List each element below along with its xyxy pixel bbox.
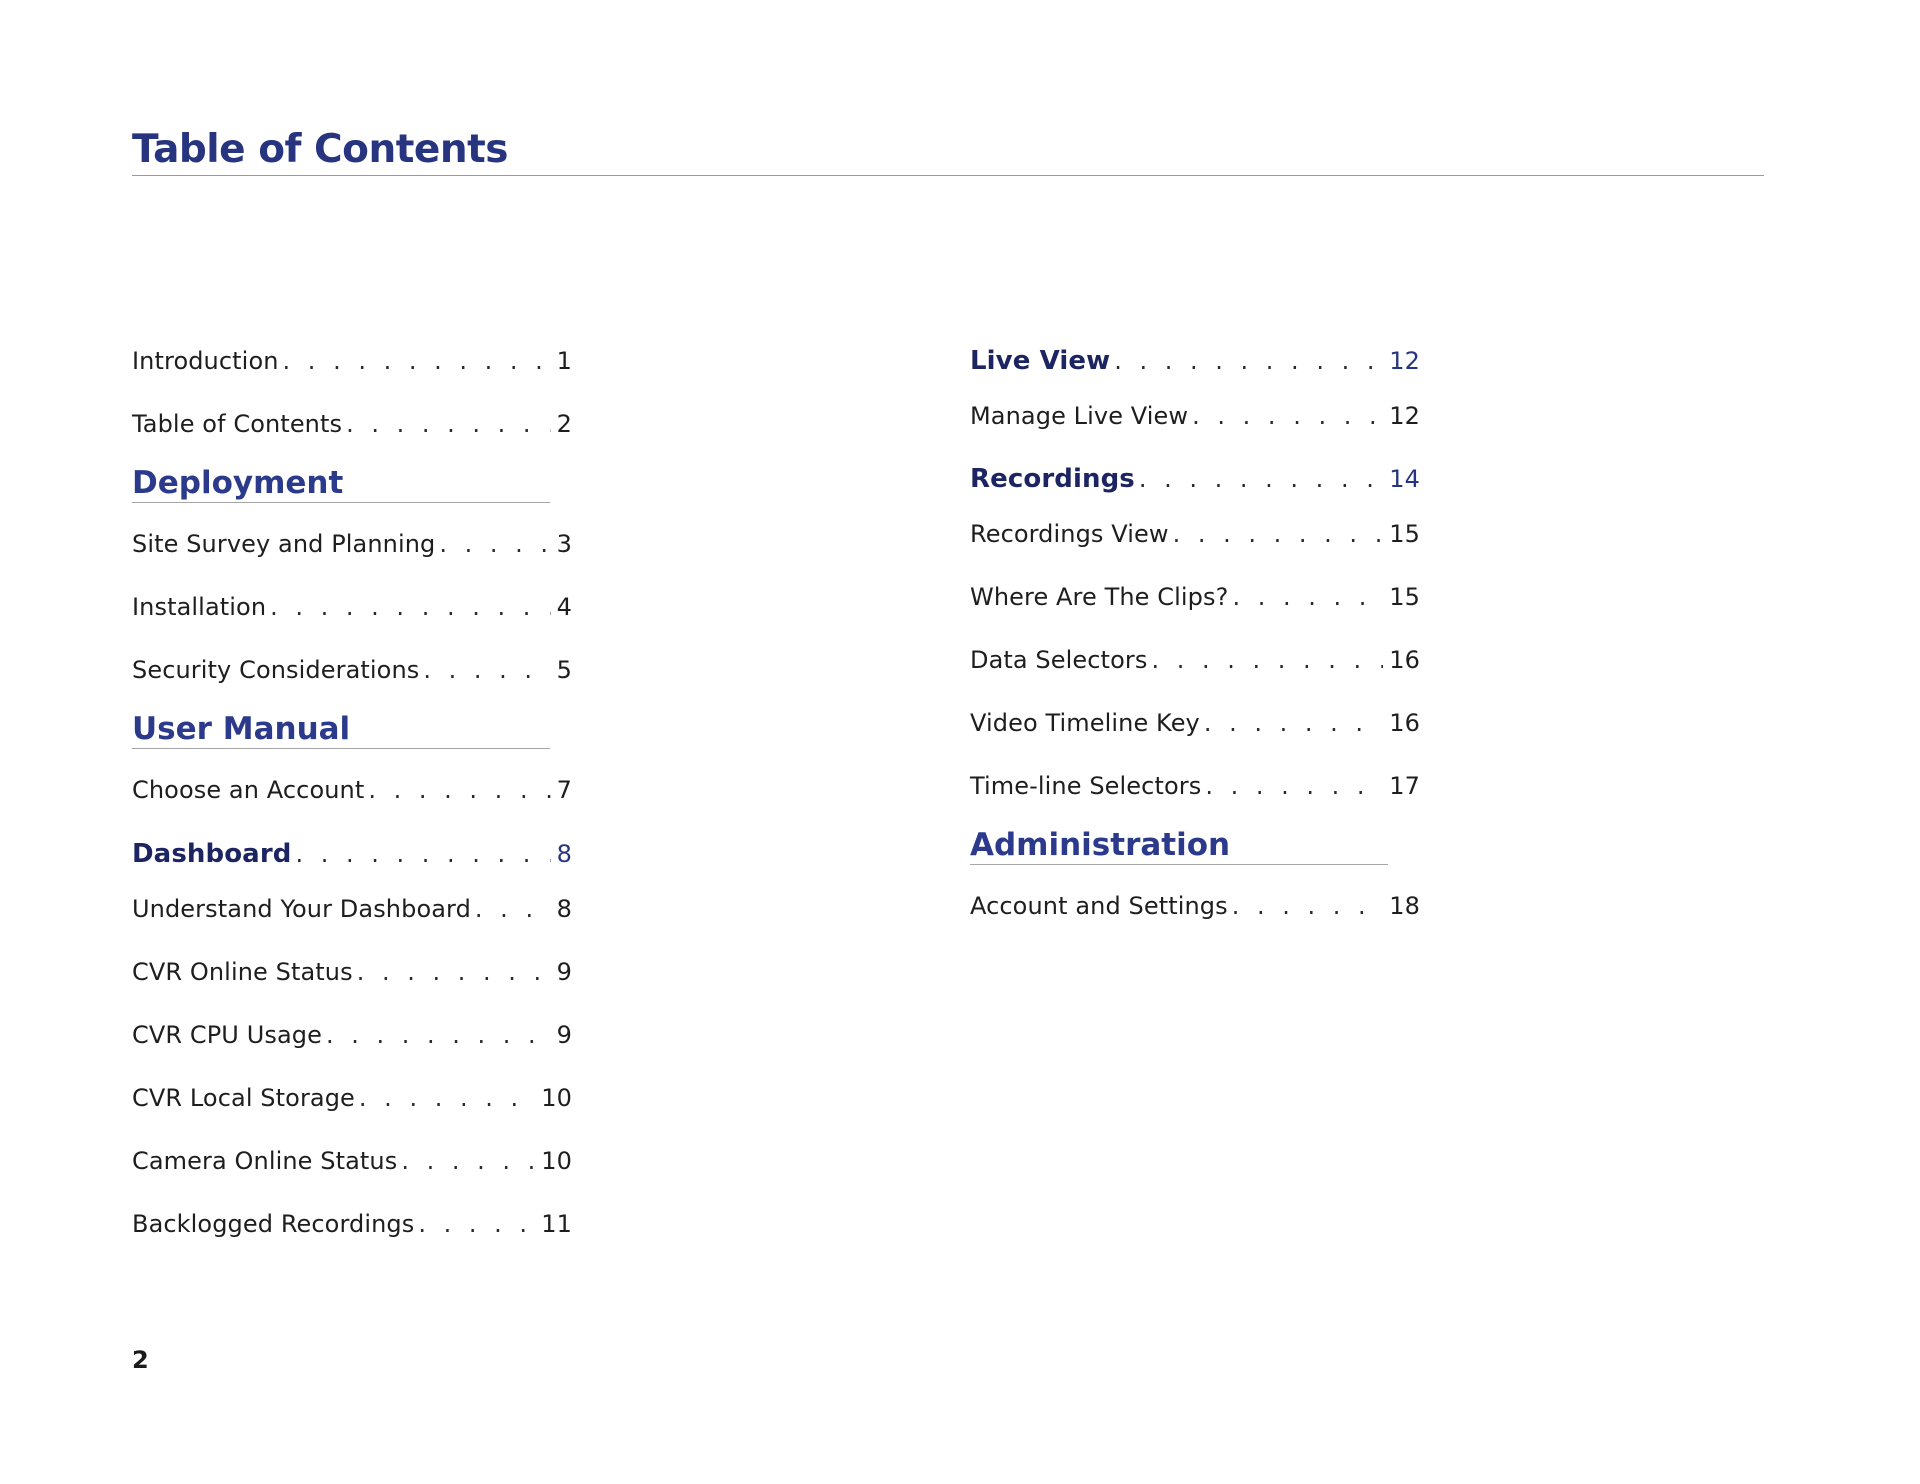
section-title: Administration [970,827,1231,863]
toc-entry-page: 15 [1389,583,1420,611]
toc-entry-video-timeline-key[interactable] [970,702,1420,765]
toc-entry-understand-dashboard[interactable] [132,888,572,951]
dot-leader [401,1140,535,1182]
toc-entry-installation[interactable] [132,586,572,649]
dot-leader [346,403,551,445]
section-title: Deployment [132,465,344,501]
toc-entry-live-view[interactable] [970,340,1420,395]
toc-entry-label: Live View [970,346,1111,376]
toc-entry-label: Camera Online Status [132,1147,398,1175]
toc-entry-label: CVR CPU Usage [132,1021,322,1049]
dot-leader [368,769,550,811]
section-title: User Manual [132,711,351,747]
toc-entry-page: 3 [556,530,572,558]
section-deployment [132,463,572,523]
dot-leader [1114,340,1383,382]
title-divider [132,175,1764,176]
toc-left-column [132,340,572,1266]
toc-entry-page: 9 [556,1021,572,1049]
toc-entry-page: 8 [556,840,572,868]
dot-leader [475,888,551,930]
toc-entry-introduction[interactable] [132,340,572,403]
toc-entry-page: 8 [556,895,572,923]
dot-leader [326,1014,551,1056]
dot-leader [418,1203,535,1245]
toc-entry-dashboard[interactable] [132,833,572,888]
toc-entry-page: 4 [556,593,572,621]
toc-entry-cvr-cpu-usage[interactable] [132,1014,572,1077]
toc-entry-label: Choose an Account [132,776,365,804]
dot-leader [270,586,550,628]
toc-entry-security[interactable] [132,649,572,709]
dot-leader [1232,885,1384,927]
section-divider [132,502,550,503]
dot-leader [1204,702,1383,744]
toc-entry-recordings-view[interactable] [970,513,1420,576]
toc-entry-page: 2 [556,410,572,438]
toc-right-column [970,340,1420,948]
toc-entry-page: 17 [1389,772,1420,800]
toc-entry-label: Account and Settings [970,892,1228,920]
toc-entry-label: Site Survey and Planning [132,530,436,558]
toc-entry-manage-live-view[interactable] [970,395,1420,458]
toc-entry-page: 1 [556,347,572,375]
toc-entry-page: 16 [1389,709,1420,737]
dot-leader [1151,639,1383,681]
toc-entry-label: Introduction [132,347,279,375]
toc-entry-camera-online-status[interactable] [132,1140,572,1203]
dot-leader [423,649,550,691]
toc-entry-data-selectors[interactable] [970,639,1420,702]
toc-entry-label: Understand Your Dashboard [132,895,471,923]
toc-entry-backlogged-recordings[interactable] [132,1203,572,1266]
toc-entry-page: 7 [556,776,572,804]
toc-entry-label: Time-line Selectors [970,772,1202,800]
toc-entry-page: 10 [541,1147,572,1175]
toc-entry-account-settings[interactable] [970,885,1420,948]
toc-entry-label: Installation [132,593,267,621]
toc-entry-cvr-online-status[interactable] [132,951,572,1014]
toc-entry-label: Recordings View [970,520,1169,548]
toc-entry-label: Data Selectors [970,646,1148,674]
toc-entry-choose-account[interactable] [132,769,572,833]
toc-entry-where-are-clips[interactable] [970,576,1420,639]
dot-leader [1205,765,1383,807]
toc-entry-page: 9 [556,958,572,986]
toc-entry-label: Backlogged Recordings [132,1210,415,1238]
toc-entry-label: CVR Local Storage [132,1084,355,1112]
toc-entry-site-survey[interactable] [132,523,572,586]
toc-entry-label: Video Timeline Key [970,709,1200,737]
toc-entry-page: 15 [1389,520,1420,548]
dot-leader [1192,395,1383,437]
toc-entry-recordings[interactable] [970,458,1420,513]
toc-entry-table-of-contents[interactable] [132,403,572,463]
toc-entry-label: Dashboard [132,839,292,869]
toc-entry-label: Where Are The Clips? [970,583,1229,611]
toc-entry-label: Security Considerations [132,656,420,684]
toc-entry-cvr-local-storage[interactable] [132,1077,572,1140]
toc-entry-page: 12 [1389,402,1420,430]
dot-leader [295,833,550,875]
page-number: 2 [132,1346,149,1374]
page-title: Table of Contents [132,127,508,172]
toc-entry-page: 12 [1389,347,1420,375]
dot-leader [1232,576,1383,618]
toc-entry-page: 16 [1389,646,1420,674]
section-administration [970,825,1420,885]
toc-entry-page: 18 [1389,892,1420,920]
toc-entry-label: Manage Live View [970,402,1189,430]
dot-leader [1139,458,1383,500]
dot-leader [359,1077,535,1119]
toc-entry-timeline-selectors[interactable] [970,765,1420,825]
toc-entry-page: 5 [556,656,572,684]
section-divider [132,748,550,749]
section-divider [970,864,1388,865]
toc-entry-label: Table of Contents [132,410,343,438]
toc-entry-label: CVR Online Status [132,958,353,986]
toc-entry-page: 14 [1389,465,1420,493]
section-user-manual [132,709,572,769]
dot-leader [439,523,550,565]
dot-leader [283,340,551,382]
dot-leader [357,951,551,993]
toc-entry-label: Recordings [970,464,1135,494]
toc-entry-page: 10 [541,1084,572,1112]
dot-leader [1173,513,1384,555]
toc-entry-page: 11 [541,1210,572,1238]
